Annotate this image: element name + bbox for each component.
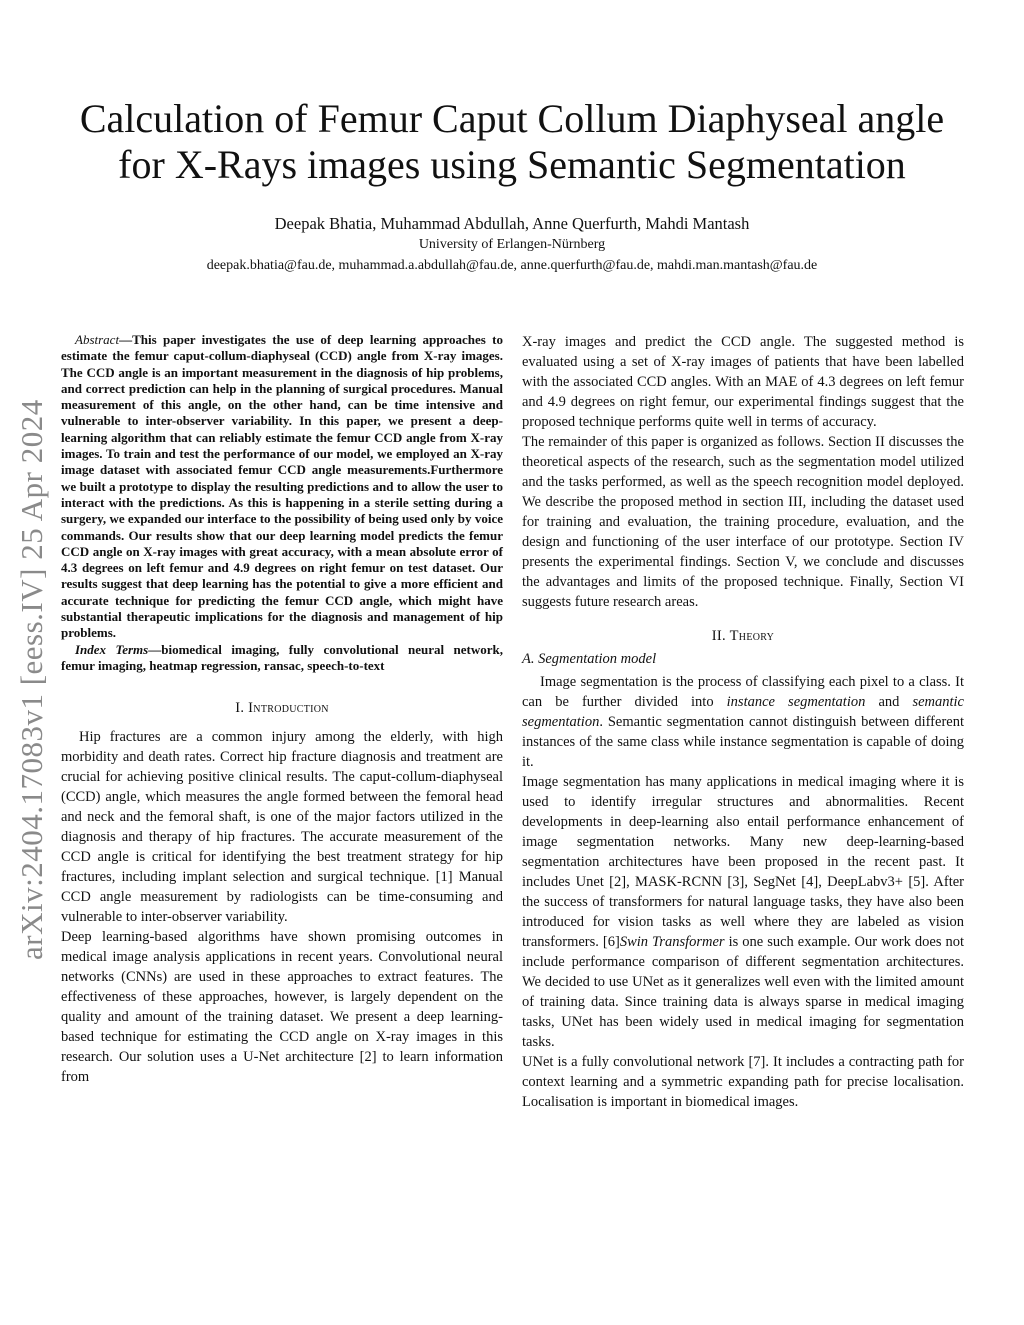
title-line-1: Calculation of Femur Caput Collum Diaphyseal angle — [79, 96, 945, 141]
index-terms-lead: Index Terms — [75, 641, 149, 657]
abstract-text: —This paper investigates the use of deep learning approaches to estimate the femur caput-collum-diaphyseal (CCD) angle from X-ray images. The CCD angle is an important measurement in the diagnosis of hip problems, and correct prediction can help in the planning of surgical procedures. Manual measurement of this angle, on the other hand, can be time intensive and vulnerable to inter-observer variability. In this paper, we present a deep-learning algorithm that can reliably estimate the femur CCD angle from X-ray images. To train and test the performance of our model, we employed an X-ray image dataset with associated femur CCD angle measurements.Furthermore we built a prototype to display the resulting predictions and to allow the user to interact with the predictions. As this is happening in a sterile setting during a surgery, we expanded our interface to the possibility of being used only by voice commands. Our results show that our deep learning model predicts the femur CCD angle on X-ray images with great accuracy, with a mean absolute error of 4.3 degrees on left femur and 4.9 degrees on right femur on test dataset. Our results suggest that deep learning has the potential to give a more efficient and accurate technique for predicting the femur CCD angle, which might have substantial therapeutic implications for the diagnosis and management of hip problems. — [61, 332, 503, 641]
seg-p1-emphasis-semantic: semantic segmentation — [522, 694, 964, 730]
seg-p2-part-a: Image segmentation has many applications in medical imaging where it is used to identify irregular structures and abnormalities. Recent developments in deep-learning also entail performance enhancement of image segmentation networks. Many new deep-learning-based segmentation architectures have been proposed in the recent past. It includes Unet [2], MASK-RCNN [3], SegNet [4], DeepLabv3+ [5]. After the success of transformers for natural language tasks, they have also been introduced for vision tasks as well where they are labeled as vision transformers. [6] — [522, 774, 964, 950]
seg-p1-part-a: Image segmentation is the process of classifying each pixel to a class. It can be further divided into — [522, 674, 964, 710]
section-heading-introduction: I. Introduction — [235, 700, 329, 717]
affiliation: University of Erlangen-Nürnberg — [418, 237, 606, 252]
intro-paragraph-2: Deep learning-based algorithms have shown promising outcomes in medical image analysis applications in recent years. Convolutional neural networks (CNNs) are used in these approaches to extract features. The effectiveness of these approaches, however, is largely dependent on the quality and amount of the training dataset. We present a deep learning-based technique for estimating the CCD angle on X-ray images in this research. Our solution uses a U-Net architecture [2] to learn information from — [61, 929, 503, 1086]
segmentation-paragraph-1 — [522, 672, 964, 772]
index-terms-text: —biomedical imaging, fully convolutional neural network, femur imaging, heatmap regression, ransac, speech-to-text — [61, 641, 504, 673]
seg-p1-part-b: and — [865, 694, 913, 710]
seg-p2-emphasis-swin: Swin Transformer — [619, 934, 725, 950]
author-emails: deepak.bhatia@fau.de, muhammad.a.abdullah@fau.de, anne.querfurth@fau.de, mahdi.man.mantash@fau.de — [206, 258, 818, 273]
intro-paragraph-1: Hip fractures are a common injury among the elderly, with high morbidity and death rates. Correct hip fracture diagnosis and treatment are crucial for achieving positive clinical results. The caput-collum-diaphyseal (CCD) angle, which measures the angle formed between the femoral head and neck and the femoral shaft, is one of the major factors utilized in the diagnosis and therapy of hip fractures. The accurate measurement of the CCD angle is critical for identifying the best treatment strategy for hip fractures, including implant selection and surgical technique. [1] Manual CCD angle measurement by radiologists can be time-consuming and vulnerable to inter-observer variability. — [61, 729, 503, 926]
intro-paragraph-4: The remainder of this paper is organized as follows. Section II discusses the theoretical aspects of the research, such as the segmentation model utilized and the tasks performed, as well as the speech recognition model deployed. We describe the proposed method in section III, including the dataset used for training and evaluation, the training procedure, evaluation, and the design and functioning of the user interface of our prototype. Section IV presents the experimental findings. Section V, we conclude and discusses the advantages and limits of the proposed technique. Finally, Section VI suggests future research areas. — [522, 434, 964, 610]
seg-p1-emphasis-instance: instance segmentation — [726, 694, 866, 710]
paper-title — [40, 96, 984, 188]
subsection-heading-segmentation: A. Segmentation model — [522, 651, 657, 667]
seg-p1-part-c: . Semantic segmentation cannot distinguish between different instances of the same class while instance segmentation is capable of doing it. — [522, 714, 964, 770]
title-line-2: for X-Rays images using Semantic Segmentation — [118, 142, 906, 187]
abstract-lead: Abstract — [75, 332, 120, 347]
author-list: Deepak Bhatia, Muhammad Abdullah, Anne Querfurth, Mahdi Mantash — [274, 214, 750, 233]
intro-paragraph-3: X-ray images and predict the CCD angle. The suggested method is evaluated using a set of X-ray images of patients that have been labelled with the associated CCD angles. With an MAE of 4.3 degrees on left femur and 4.9 degrees on right femur, our experimental findings suggest that the proposed technique performs quite well in terms of accuracy. — [522, 334, 964, 430]
left-column — [61, 332, 503, 1087]
arxiv-sidebar-stamp: arXiv:2404.17083v1 [eess.IV] 25 Apr 2024 — [14, 399, 49, 960]
right-column — [522, 332, 964, 1112]
abstract — [61, 332, 503, 642]
index-terms — [61, 642, 503, 675]
segmentation-paragraph-2 — [522, 772, 964, 1052]
segmentation-paragraph-3: UNet is a fully convolutional network [7]. It includes a contracting path for context learning and a symmetric expanding path for precise localisation. Localisation is important in biomedical images. — [522, 1054, 964, 1110]
section-heading-theory: II. Theory — [711, 628, 775, 644]
seg-p2-part-b: is one such example. Our work does not include performance comparison of different segmentation architectures. We decided to use UNet as it generalizes well even with the limited amount of training data. Since training data is always sparse in medical imaging tasks, UNet has been widely used in medical imaging for segmentation tasks. — [522, 934, 964, 1050]
